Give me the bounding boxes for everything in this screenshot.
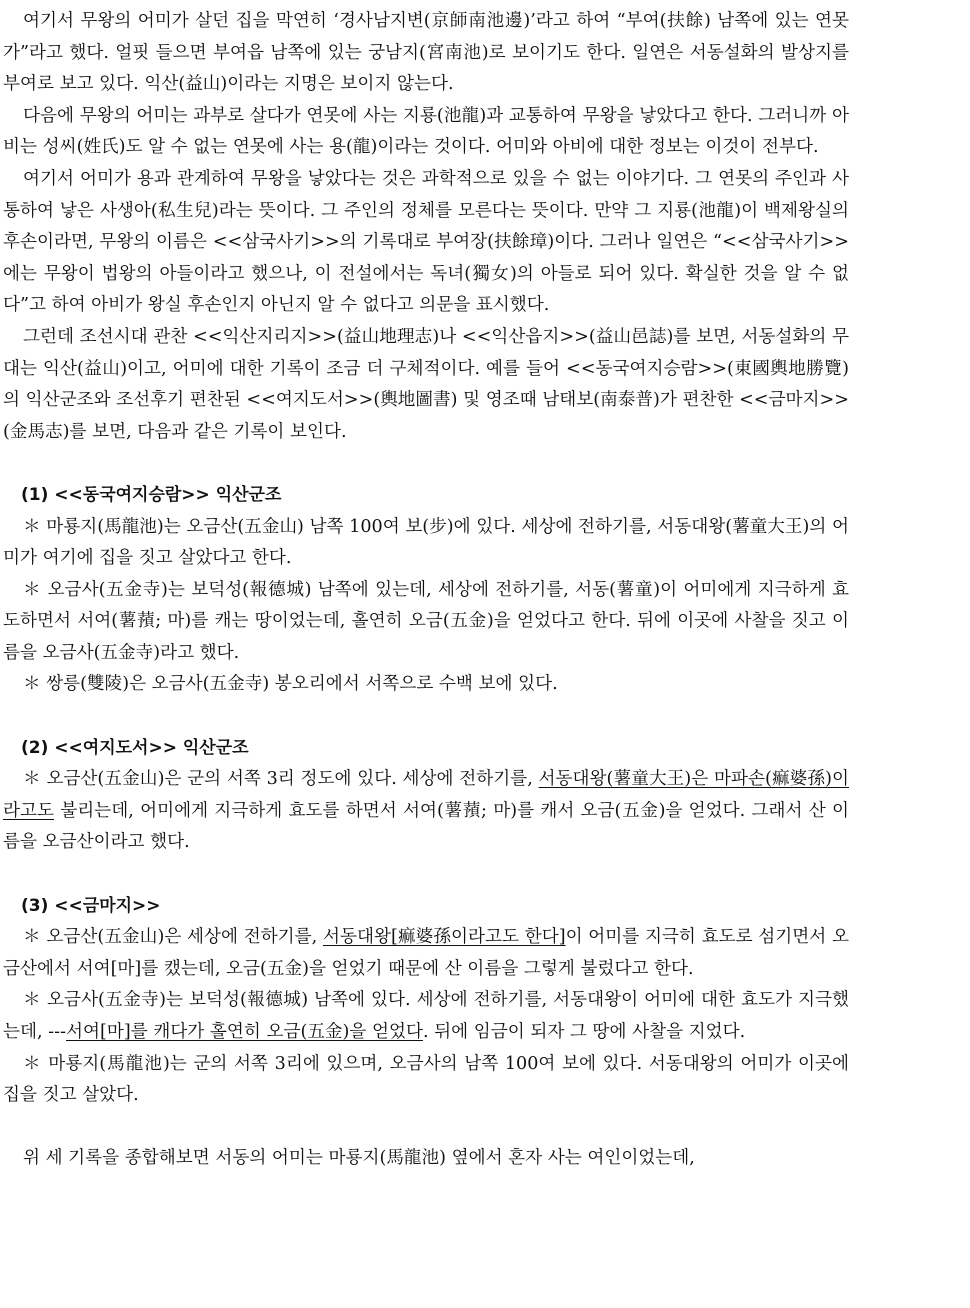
underlined-text: 서동대왕[痲婆孫이라고도 한다] [322, 927, 566, 948]
underlined-text: 서동대왕(薯童大王)은 마파손(痲婆孫)이라고도 [3, 769, 849, 821]
list-item [3, 985, 849, 1048]
body-paragraph-4: 그런데 조선시대 관찬 <<익산지리지>>(益山地理志)나 <<익산읍지>>(益山邑誌)를 보면, 서동설화의 무대는 익산(益山)이고, 어미에 대한 기록이 조금 더 구체적이다. 예를 들어 <<동국여지승람>>(東國輿地勝覽)의 익산군조와 조선후기 편찬된 <<여지도서>>(輿地圖書) 및 영조때 남태보(南泰普)가 편찬한 <<금마지>>(金馬志)를 보면, 다음과 같은 기록이 보인다. [3, 326, 849, 442]
section-heading-3: (3) <<금마지>> [21, 895, 161, 916]
body-paragraph-2: 다음에 무왕의 어미는 과부로 살다가 연못에 사는 지룡(池龍)과 교통하여 무왕을 낳았다고 한다. 그러니까 아비는 성씨(姓氏)도 알 수 없는 연못에 사는 용(龍)이라는 것이다. 어미와 아비에 대한 정보는 이것이 전부다. [3, 105, 849, 158]
item-text: 이 어미를 지극히 효도로 섬기면서 오금산에서 서여[마]를 캤는데, 오금(五金)을 얻었기 때문에 산 이름을 그렇게 불렀다고 한다. [3, 927, 849, 979]
item-text: ＊ 오금산(五金山)은 세상에 전하기를, [23, 927, 323, 948]
item-text: 불리는데, 어미에게 지극하게 효도를 하면서 서여(薯蕷; 마)를 캐서 오금(五金)을 얻었다. 그래서 산 이름을 오금산이라고 했다. [3, 800, 849, 853]
section-yeoji [3, 733, 849, 859]
section-dongguk [3, 480, 849, 701]
list-item: ＊ 마룡지(馬龍池)는 군의 서쪽 3리에 있으며, 오금사의 남쪽 100여 보에 있다. 서동대왕의 어미가 이곳에 집을 짓고 살았다. [3, 1053, 849, 1106]
item-text: ＊ 오금사(五金寺)는 보덕성(報德城) 남쪽에 있다. 세상에 전하기를, 서동대왕이 어미에 대한 효도가 지극했는데, --- [3, 990, 849, 1042]
list-item: ＊ 오금사(五金寺)는 보덕성(報德城) 남쪽에 있는데, 세상에 전하기를, 서동(薯童)이 어미에게 지극하게 효도하면서 서여(薯蕷; 마)를 캐는 땅이었는데, 홀연히 오금(五金)을 얻었다고 한다. 뒤에 이곳에 사찰을 짓고 이름을 오금사(五金寺)라고 했다. [3, 579, 849, 663]
body-paragraph-1: 여기서 무왕의 어미가 살던 집을 막연히 ‘경사남지변(京師南池邊)’라고 하여 “부여(扶餘) 남쪽에 있는 연못가”라고 했다. 얼핏 들으면 부여읍 남쪽에 있는 궁남지(宮南池)로 보이기도 한다. 일연은 서동설화의 발상지를 부여로 보고 있다. 익산(益山)이라는 지명은 보이지 않는다. [3, 11, 849, 95]
list-item [3, 764, 849, 859]
item-text: . 뒤에 임금이 되자 그 땅에 사찰을 지었다. [422, 1022, 746, 1042]
underlined-text: 서여[마]를 캐다가 홀연히 오금(五金)을 얻었다 [66, 1022, 423, 1042]
body-paragraph-3: 여기서 어미가 용과 관계하여 무왕을 낳았다는 것은 과학적으로 있을 수 없는 이야기다. 그 연못의 주인과 사통하여 낳은 사생아(私生兒)라는 뜻이다. 그 주인의 정체를 모른다는 뜻이다. 만약 그 지룡(池龍)이 백제왕실의 후손이라면, 무왕의 이름은 <<삼국사기>>의 기록대로 부여장(扶餘璋)이다. 그러나 일연은 “<<삼국사기>>에는 무왕이 법왕의 아들이라고 했으나, 이 전설에서는 독녀(獨女)의 아들로 되어 있다. 확실한 것을 알 수 없다”고 하여 아비가 왕실 후손인지 아닌지 알 수 없다고 의문을 표시했다. [3, 168, 849, 316]
summary-paragraph: 위 세 기록을 종합해보면 서동의 어미는 마룡지(馬龍池) 옆에서 혼자 사는 여인이었는데, [23, 1148, 695, 1169]
section-geumma [3, 891, 849, 1112]
item-text: ＊ 오금산(五金山)은 군의 서쪽 3리 정도에 있다. 세상에 전하기를, [23, 769, 539, 790]
list-item [3, 922, 849, 985]
list-item: ＊ 마룡지(馬龍池)는 오금산(五金山) 남쪽 100여 보(步)에 있다. 세상에 전하기를, 서동대왕(薯童大王)의 어미가 여기에 집을 짓고 살았다고 한다. [3, 516, 849, 569]
section-heading-1: (1) <<동국여지승람>> 익산군조 [21, 484, 282, 505]
list-item: ＊ 쌍릉(雙陵)은 오금사(五金寺) 봉오리에서 서쪽으로 수백 보에 있다. [23, 674, 558, 695]
section-heading-2: (2) <<여지도서>> 익산군조 [21, 737, 249, 758]
